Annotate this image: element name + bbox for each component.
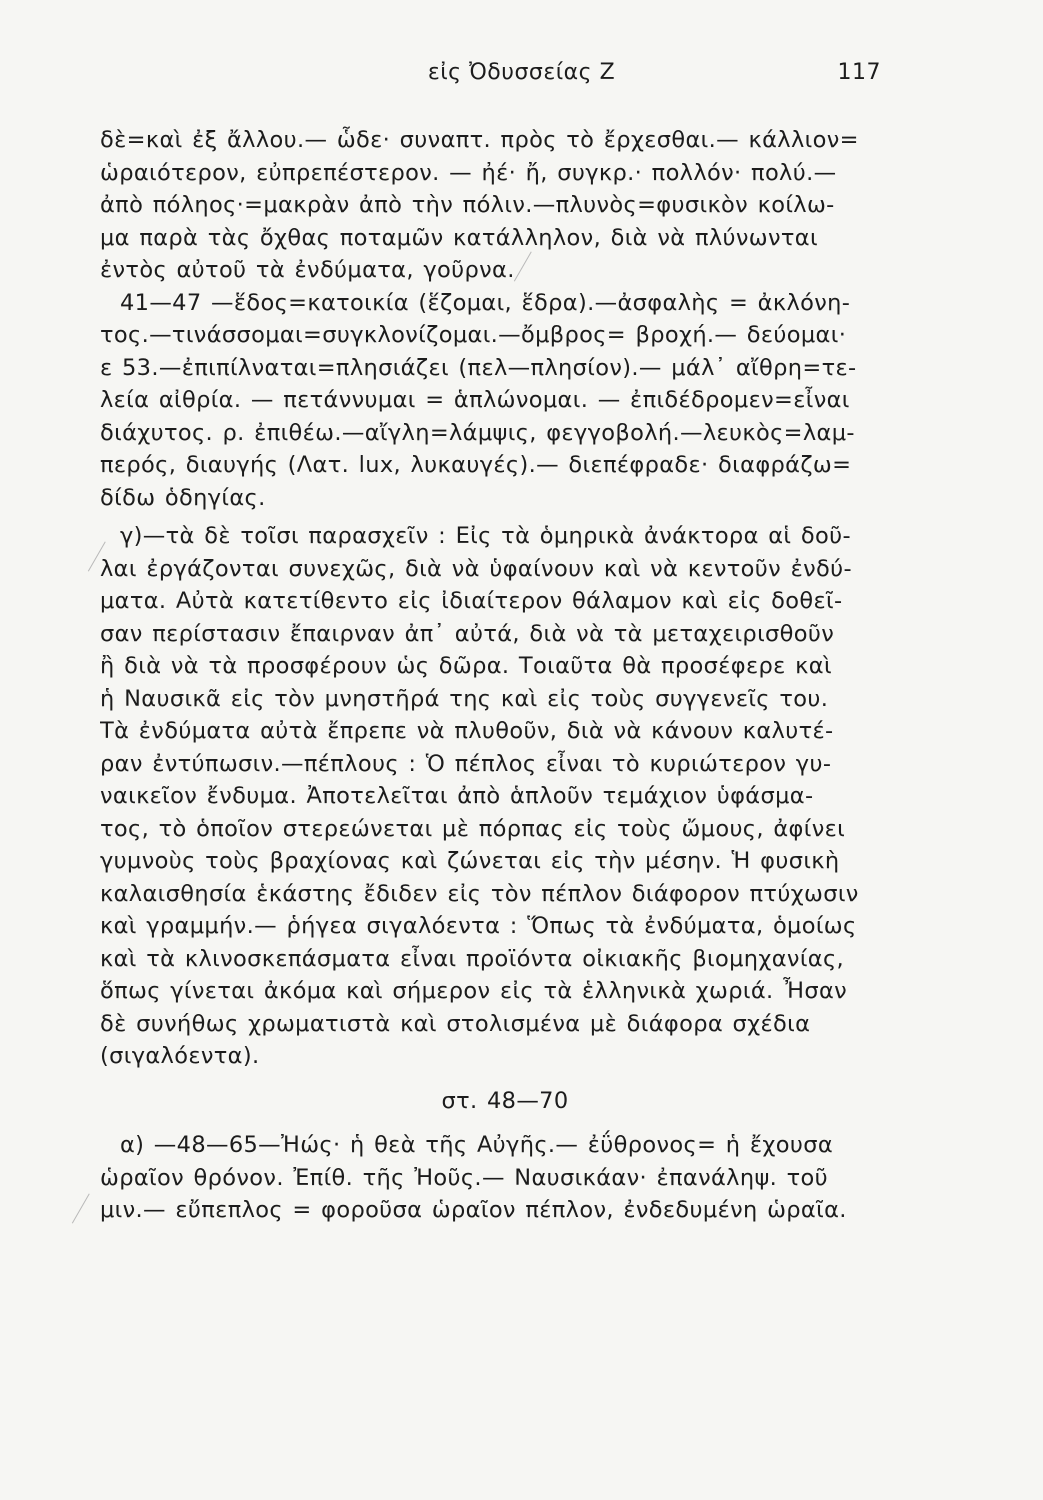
- text-line: διάχυτος. ρ. ἐπιθέω.—αἴγλη=λάμψις, φεγγοβολή.—λευκὸς=λαμ-: [100, 419, 855, 446]
- text-line: περός, διαυγής (Λατ. lux, λυκαυγές).— διεπέφραδε· διαφράζω=: [100, 452, 852, 478]
- text-line: δίδω ὁδηγίας.: [100, 484, 266, 511]
- text-line: ἢ διὰ νὰ τὰ προσφέρουν ὡς δῶρα. Τοιαῦτα θὰ προσέφερε καὶ: [100, 653, 832, 679]
- text-line: τος, τὸ ὁποῖον στερεώνεται μὲ πόρπας εἰς τοὺς ὤμους, ἀφίνει: [100, 815, 846, 842]
- text-line: καὶ γραμμήν.— ῥήγεα σιγαλόεντα : Ὅπως τὰ ἐνδύματα, ὁμοίως: [100, 913, 857, 939]
- text-line: γυμνοὺς τοὺς βραχίονας καὶ ζώνεται εἰς τὴν μέσην. Ἡ φυσικὴ: [100, 848, 840, 874]
- text-line: (σιγαλόεντα).: [100, 1043, 260, 1069]
- text-line: δὲ=καὶ ἐξ ἄλλου.— ὧδε· συναπτ. πρὸς τὸ ἔρχεσθαι.— κάλλιον=: [100, 127, 859, 153]
- text-line: λεία αἰθρία. — πετάννυμαι = ἁπλώνομαι. — ἐπιδέδρομεν=εἶναι: [100, 387, 850, 413]
- text-line: ὡραιότερον, εὐπρεπέστερον. — ἠέ· ἤ, συγκρ.· πολλόν· πολύ.—: [100, 159, 837, 186]
- text-line: ὡραῖον θρόνον. Ἐπίθ. τῆς Ἠοῦς.— Ναυσικάαν· ἐπανάληψ. τοῦ: [100, 1164, 829, 1191]
- text-line: ναικεῖον ἔνδυμα. Ἀποτελεῖται ἀπὸ ἁπλοῦν τεμάχιον ὑφάσμα-: [100, 783, 814, 809]
- text-line: α) —48—65—Ἠώς· ἡ θεὰ τῆς Αὐγῆς.— ἐΰθρονος= ἡ ἔχουσα: [120, 1132, 834, 1158]
- text-line: ἀπὸ πόληος·=μακρὰν ἀπὸ τὴν πόλιν.—πλυνὸς=φυσικὸν κοίλω-: [100, 192, 835, 218]
- text-line: καὶ τὰ κλινοσκεπάσματα εἶναι προϊόντα οἰκιακῆς βιομηχανίας,: [100, 945, 845, 972]
- text-line: μα παρὰ τὰς ὄχθας ποταμῶν κατάλληλον, διὰ νὰ πλύνωνται: [100, 224, 818, 251]
- section-heading: στ. 48—70: [441, 1087, 569, 1114]
- text-line: τος.—τινάσσομαι=συγκλονίζομαι.—ὄμβρος= βροχή.— δεύομαι·: [100, 322, 847, 348]
- text-line: ε 53.—ἐπιπίλναται=πλησιάζει (πελ—πλησίον).— μάλ᾽ αἴθρη=τε-: [100, 354, 857, 381]
- text-line: γ)—τὰ δὲ τοῖσι παρασχεῖν : Εἰς τὰ ὁμηρικὰ ἀνάκτορα αἱ δοῦ-: [120, 523, 851, 549]
- text-line: σαν περίστασιν ἔπαιρναν ἀπ᾽ αὐτά, διὰ νὰ τὰ μεταχειρισθοῦν: [100, 620, 835, 647]
- text-line: Τὰ ἐνδύματα αὐτὰ ἔπρεπε νὰ πλυθοῦν, διὰ νὰ κάνουν καλυτέ-: [100, 718, 834, 744]
- text-line: λαι ἐργάζονται συνεχῶς, διὰ νὰ ὑφαίνουν καὶ νὰ κεντοῦν ἐνδύ-: [100, 555, 852, 582]
- text-line: ραν ἐντύπωσιν.—πέπλους : Ὁ πέπλος εἶναι τὸ κυριώτερον γυ-: [100, 750, 832, 777]
- page-number: 117: [837, 60, 881, 85]
- header-title: εἰς Ὀδυσσείας Ζ: [427, 60, 616, 85]
- text-line: ματα. Αὐτὰ κατετίθεντο εἰς ἰδιαίτερον θάλαμον καὶ εἰς δοθεῖ-: [100, 588, 843, 614]
- text-line: δὲ συνήθως χρωματιστὰ καὶ στολισμένα μὲ διάφορα σχέδια: [100, 1010, 811, 1037]
- commentary-text: [100, 124, 910, 1227]
- text-line: καλαισθησία ἑκάστης ἔδιδεν εἰς τὸν πέπλον διάφορον πτύχωσιν: [100, 880, 859, 907]
- running-header: [0, 60, 1043, 94]
- text-line: ἐντὸς αὐτοῦ τὰ ἐνδύματα, γοῦρνα.: [100, 257, 515, 283]
- text-line: μιν.— εὔπεπλος = φοροῦσα ὡραῖον πέπλον, ἐνδεδυμένη ὡραῖα.: [100, 1197, 847, 1223]
- text-line: ἡ Ναυσικᾶ εἰς τὸν μνηστῆρά της καὶ εἰς τοὺς συγγενεῖς του.: [100, 685, 829, 712]
- text-line: 41—47 —ἕδος=κατοικία (ἕζομαι, ἕδρα).—ἀσφαλὴς = ἀκλόνη-: [120, 289, 851, 316]
- text-line: ὅπως γίνεται ἀκόμα καὶ σήμερον εἰς τὰ ἑλληνικὰ χωριά. Ἦσαν: [100, 978, 848, 1004]
